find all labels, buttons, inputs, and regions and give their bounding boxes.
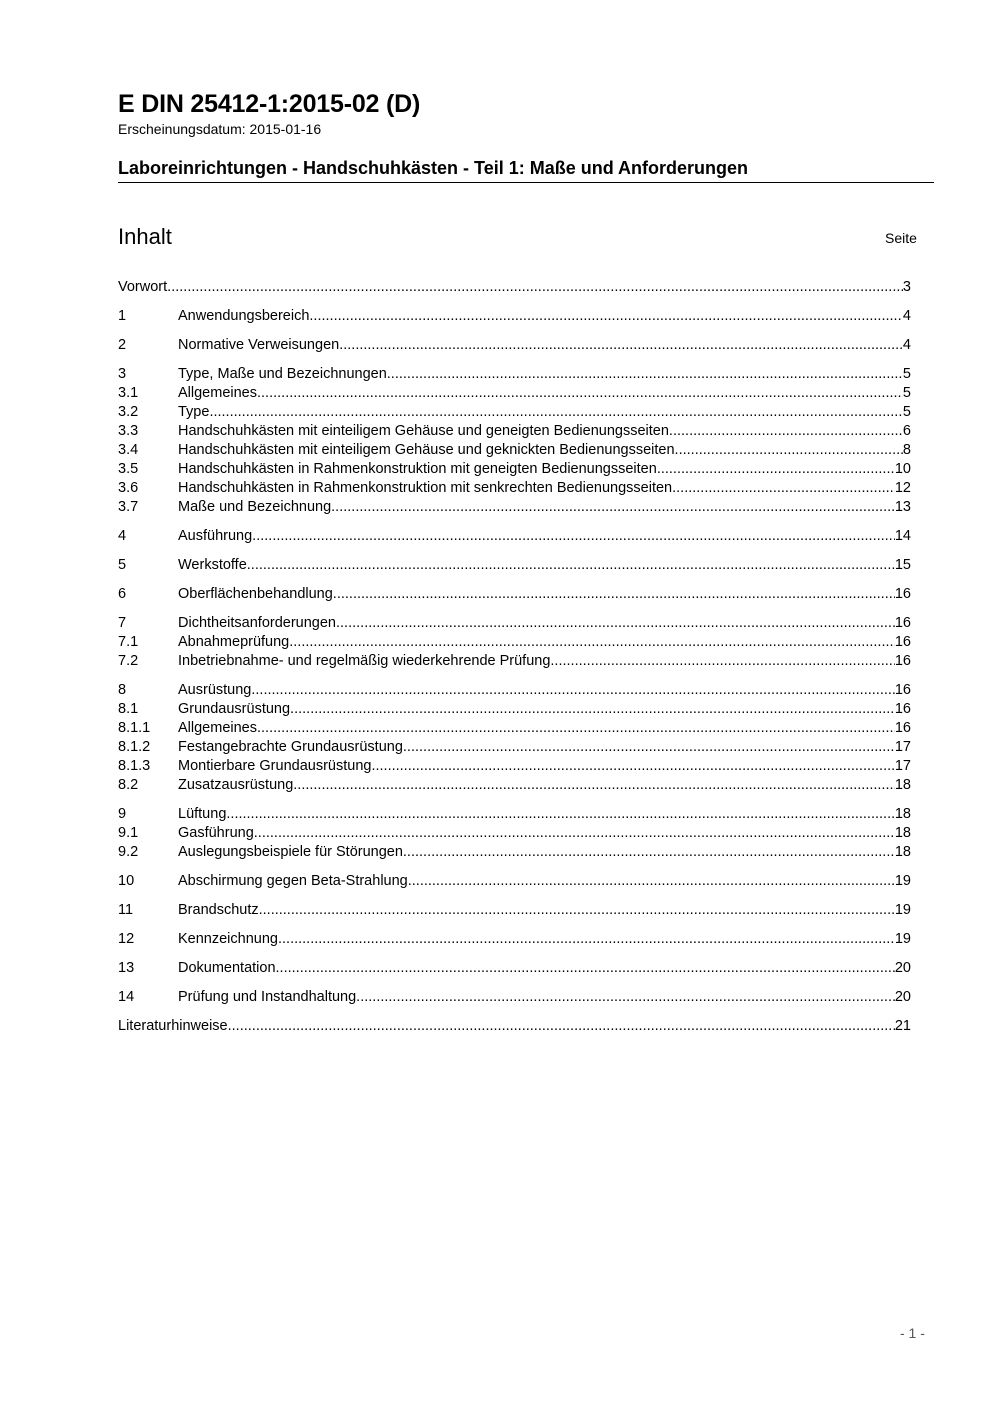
toc-entry[interactable] — [118, 719, 911, 738]
toc-entry[interactable] — [118, 403, 911, 422]
toc-entry-leader-dots — [403, 843, 895, 862]
toc-entry-leader-dots — [331, 498, 895, 517]
toc-entry-leader-dots — [408, 872, 895, 891]
toc-entry-page: 18 — [894, 844, 911, 860]
toc-entry-label: Allgemeines — [178, 720, 257, 736]
toc-entry-leader-dots — [290, 700, 895, 719]
toc-entry-leader-dots — [257, 384, 903, 403]
toc-entry[interactable] — [118, 652, 911, 671]
toc-entry-leader-dots — [167, 278, 903, 297]
toc-entry[interactable] — [118, 278, 911, 297]
toc-entry[interactable] — [118, 901, 911, 920]
toc-entry[interactable] — [118, 700, 911, 719]
toc-entry[interactable] — [118, 365, 911, 384]
toc-entry[interactable] — [118, 614, 911, 633]
toc-entry-leader-dots — [371, 757, 894, 776]
toc-entry-leader-dots — [675, 441, 903, 460]
toc-heading: Inhalt — [118, 224, 172, 249]
toc-entry-label: Handschuhkästen mit einteiligem Gehäuse und geneigten Bedienungsseiten — [178, 423, 669, 439]
toc-entry-number: 5 — [118, 557, 127, 573]
toc-entry-leader-dots — [247, 556, 895, 575]
toc-entry-number: 8.1.2 — [118, 739, 151, 755]
toc-entry-label: Maße und Bezeichnung — [178, 499, 332, 515]
toc-entry-page: 16 — [894, 615, 911, 631]
toc-entry-page: 15 — [894, 557, 911, 573]
toc-entry-number: 8.1 — [118, 701, 139, 717]
toc-entry-leader-dots — [251, 681, 895, 700]
toc-entry-leader-dots — [254, 824, 895, 843]
toc-entry-label: Ausrüstung — [178, 682, 252, 698]
toc-entry-label: Vorwort — [118, 279, 168, 295]
toc-entry-page: 8 — [902, 442, 911, 458]
toc-entry[interactable] — [118, 384, 911, 403]
toc-entry-page: 16 — [894, 701, 911, 717]
toc-entry-leader-dots — [387, 365, 903, 384]
toc-entry-number: 3.7 — [118, 499, 139, 515]
toc-entry-number: 13 — [118, 960, 135, 976]
toc-entry-page: 5 — [902, 366, 911, 382]
toc-entry-number: 8.1.3 — [118, 758, 151, 774]
toc-entry-label: Brandschutz — [178, 902, 259, 918]
toc-entry-number: 6 — [118, 586, 127, 602]
toc-entry-label: Grundausrüstung — [178, 701, 291, 717]
toc-entry-number: 8 — [118, 682, 127, 698]
toc-entry-label: Normative Verweisungen — [178, 337, 340, 353]
toc-entry[interactable] — [118, 1017, 911, 1036]
toc-entry-leader-dots — [339, 336, 903, 355]
toc-entry-label: Type, Maße und Bezeichnungen — [178, 366, 387, 382]
publication-date: Erscheinungsdatum: 2015-01-16 — [118, 121, 322, 137]
toc-entry[interactable] — [118, 872, 911, 891]
toc-entry[interactable] — [118, 633, 911, 652]
toc-entry[interactable] — [118, 843, 911, 862]
toc-entry-leader-dots — [278, 930, 895, 949]
toc-entry-label: Festangebrachte Grundausrüstung — [178, 739, 403, 755]
toc-entry[interactable] — [118, 422, 911, 441]
toc-entry-number: 3.1 — [118, 385, 139, 401]
toc-entry-number: 14 — [118, 989, 135, 1005]
toc-entry-label: Literaturhinweise — [118, 1018, 228, 1034]
toc-entry-leader-dots — [276, 959, 895, 978]
toc-entry-number: 3 — [118, 366, 127, 382]
toc-entry-page: 19 — [894, 931, 911, 947]
toc-entry-page: 16 — [894, 653, 911, 669]
toc-entry-page: 5 — [902, 385, 911, 401]
toc-entry-number: 7 — [118, 615, 127, 631]
toc-entry-page: 18 — [894, 825, 911, 841]
toc-entry-label: Dokumentation — [178, 960, 276, 976]
toc-entry-leader-dots — [257, 719, 895, 738]
toc-entry-page: 5 — [902, 404, 911, 420]
toc-entry[interactable] — [118, 776, 911, 795]
toc-entry-label: Lüftung — [178, 806, 227, 822]
toc-entry-number: 3.3 — [118, 423, 139, 439]
toc-entry-label: Handschuhkästen in Rahmenkonstruktion mit geneigten Bedienungsseiten — [178, 461, 657, 477]
toc-entry[interactable] — [118, 498, 911, 517]
toc-entry-label: Abschirmung gegen Beta-Strahlung — [178, 873, 408, 889]
table-of-contents — [118, 278, 911, 1036]
toc-entry-leader-dots — [657, 460, 895, 479]
toc-entry-leader-dots — [252, 527, 895, 546]
title-divider — [118, 182, 934, 183]
toc-entry-page: 16 — [894, 586, 911, 602]
toc-entry-number: 8.1.1 — [118, 720, 151, 736]
toc-entry-label: Ausführung — [178, 528, 253, 544]
toc-entry-label: Zusatzausrüstung — [178, 777, 294, 793]
toc-entry[interactable] — [118, 556, 911, 575]
toc-entry[interactable] — [118, 336, 911, 355]
toc-entry[interactable] — [118, 738, 911, 757]
toc-entry-number: 12 — [118, 931, 135, 947]
page-number: - 1 - — [900, 1325, 925, 1341]
toc-entry-page: 16 — [894, 634, 911, 650]
toc-entry-number: 3.5 — [118, 461, 139, 477]
toc-entry-leader-dots — [209, 403, 902, 422]
toc-entry[interactable] — [118, 824, 911, 843]
toc-entry-page: 20 — [894, 960, 911, 976]
toc-entry[interactable] — [118, 805, 911, 824]
toc-entry-number: 3.6 — [118, 480, 139, 496]
toc-entry-label: Kennzeichnung — [178, 931, 278, 947]
toc-entry-leader-dots — [333, 585, 895, 604]
toc-entry-page: 19 — [894, 902, 911, 918]
toc-entry-number: 3.2 — [118, 404, 139, 420]
toc-entry-number: 9.2 — [118, 844, 139, 860]
toc-entry-label: Gasführung — [178, 825, 254, 841]
toc-entry-label: Inbetriebnahme- und regelmäßig wiederkehrende Prüfung — [178, 653, 551, 669]
toc-entry-leader-dots — [403, 738, 895, 757]
toc-entry-page: 14 — [894, 528, 911, 544]
toc-entry[interactable] — [118, 460, 911, 479]
toc-entry-number: 10 — [118, 873, 135, 889]
toc-entry[interactable] — [118, 757, 911, 776]
toc-entry-page: 19 — [894, 873, 911, 889]
document-id: E DIN 25412-1:2015-02 (D) — [118, 90, 421, 118]
toc-entry[interactable] — [118, 585, 911, 604]
toc-entry-number: 3.4 — [118, 442, 139, 458]
toc-entry[interactable] — [118, 930, 911, 949]
toc-entry-label: Werkstoffe — [178, 557, 247, 573]
toc-entry-number: 8.2 — [118, 777, 139, 793]
toc-entry-number: 9.1 — [118, 825, 139, 841]
toc-entry-number: 4 — [118, 528, 127, 544]
document-title: Laboreinrichtungen - Handschuhkästen - Teil 1: Maße und Anforderungen — [118, 158, 749, 178]
toc-entry-label: Type — [178, 404, 210, 420]
toc-entry-number: 9 — [118, 806, 127, 822]
toc-entry-page: 10 — [894, 461, 911, 477]
toc-entry-leader-dots — [228, 1017, 895, 1036]
toc-entry-page: 17 — [894, 758, 911, 774]
toc-entry-page: 4 — [902, 337, 911, 353]
toc-page-column-heading: Seite — [885, 230, 917, 246]
toc-entry-page: 13 — [894, 499, 911, 515]
toc-entry[interactable] — [118, 988, 911, 1007]
toc-entry-label: Abnahmeprüfung — [178, 634, 290, 650]
toc-entry-number: 7.1 — [118, 634, 139, 650]
toc-entry-leader-dots — [293, 776, 895, 795]
toc-entry[interactable] — [118, 959, 911, 978]
toc-entry-page: 16 — [894, 682, 911, 698]
toc-entry-leader-dots — [356, 988, 895, 1007]
toc-entry[interactable] — [118, 527, 911, 546]
toc-entry-label: Anwendungsbereich — [178, 308, 310, 324]
toc-entry[interactable] — [118, 441, 911, 460]
toc-entry-page: 17 — [894, 739, 911, 755]
toc-entry-leader-dots — [259, 901, 895, 920]
toc-entry-page: 18 — [894, 777, 911, 793]
toc-entry-label: Prüfung und Instandhaltung — [178, 989, 357, 1005]
toc-entry-leader-dots — [550, 652, 894, 671]
toc-entry-label: Oberflächenbehandlung — [178, 586, 333, 602]
toc-entry-leader-dots — [226, 805, 894, 824]
toc-entry-number: 11 — [118, 902, 134, 918]
toc-entry-leader-dots — [672, 479, 895, 498]
toc-entry-page: 21 — [894, 1018, 911, 1034]
toc-entry-leader-dots — [309, 307, 903, 326]
toc-entry-label: Handschuhkästen in Rahmenkonstruktion mit senkrechten Bedienungsseiten — [178, 480, 673, 496]
toc-entry-page: 4 — [902, 308, 911, 324]
toc-entry-number: 1 — [118, 308, 127, 324]
toc-entry-label: Montierbare Grundausrüstung — [178, 758, 372, 774]
toc-entry-number: 2 — [118, 337, 127, 353]
toc-entry[interactable] — [118, 307, 911, 326]
toc-entry[interactable] — [118, 479, 911, 498]
toc-entry-leader-dots — [669, 422, 903, 441]
toc-entry-number: 7.2 — [118, 653, 139, 669]
toc-entry-page: 6 — [902, 423, 911, 439]
toc-entry-page: 3 — [902, 279, 911, 295]
toc-entry-label: Allgemeines — [178, 385, 257, 401]
toc-entry-label: Dichtheitsanforderungen — [178, 615, 336, 631]
toc-entry-page: 16 — [894, 720, 911, 736]
toc-entry-page: 20 — [894, 989, 911, 1005]
toc-entry-leader-dots — [336, 614, 895, 633]
toc-entry[interactable] — [118, 681, 911, 700]
toc-entry-page: 18 — [894, 806, 911, 822]
toc-entry-page: 12 — [894, 480, 911, 496]
toc-entry-leader-dots — [289, 633, 895, 652]
toc-entry-label: Auslegungsbeispiele für Störungen — [178, 844, 403, 860]
toc-entry-label: Handschuhkästen mit einteiligem Gehäuse und geknickten Bedienungsseiten — [178, 442, 675, 458]
